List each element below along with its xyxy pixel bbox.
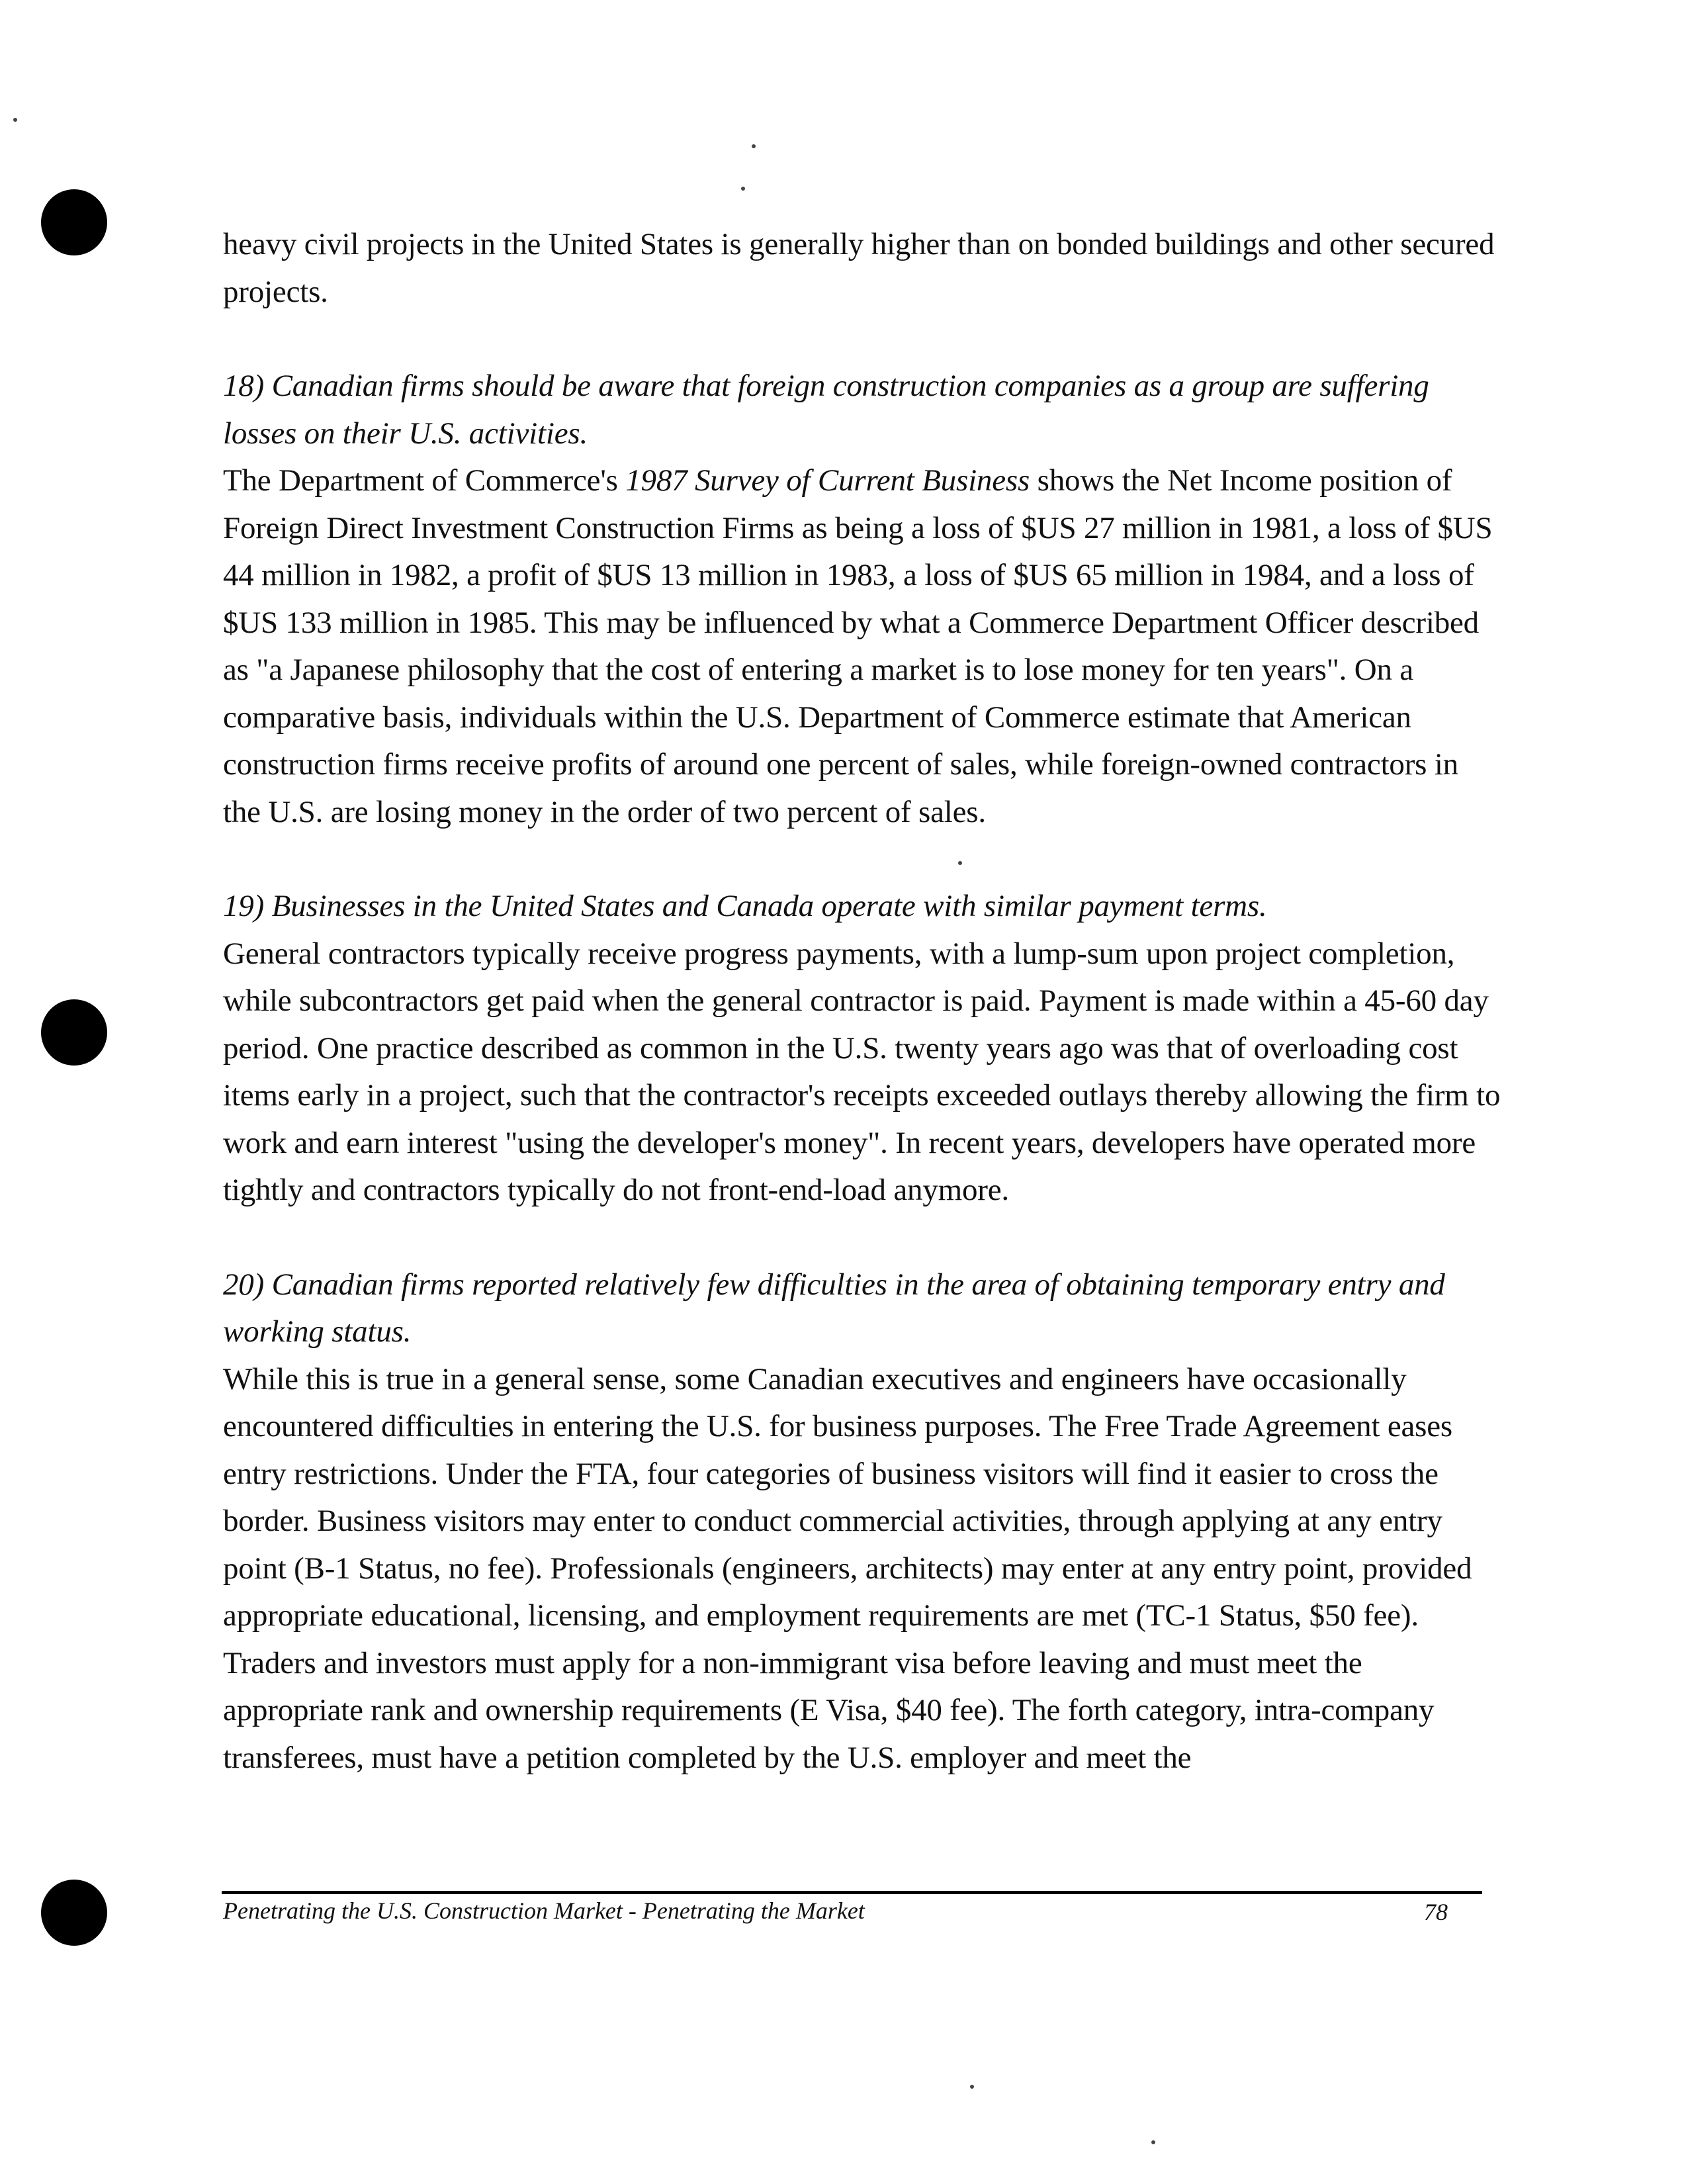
scan-speck <box>1151 2140 1155 2144</box>
body-text <box>223 221 1503 1782</box>
section-heading-19: 19) Businesses in the United States and Canada operate with similar payment terms. <box>223 889 1267 923</box>
scan-speck <box>741 187 745 191</box>
paragraph-18 <box>223 457 1503 836</box>
footer-title: Penetrating the U.S. Construction Market - Penetrating the Market <box>223 1897 865 1924</box>
punch-hole-middle <box>41 999 107 1066</box>
publication-title: 1987 Survey of Current Business <box>625 463 1030 498</box>
paragraph-19: General contractors typically receive progress payments, with a lump-sum upon project completion, while subcontractors get paid when the general contractor is paid. Payment is made within a 45-60 day period. One practice described as common in the U.S. twenty years ago was that of overloading cost items early in a project, such that the contractor's receipts exceeded outlays thereby allowing the firm to work and earn interest "using the developer's money". In recent years, developers have operated more tightly and contractors typically do not front-end-load anymore. <box>223 936 1501 1207</box>
paragraph-18-lead: The Department of Commerce's <box>223 463 626 498</box>
section-heading-20: 20) Canadian firms reported relatively few difficulties in the area of obtaining temporary entry and working status. <box>223 1267 1445 1349</box>
scan-speck <box>13 118 17 122</box>
paragraph-continuation: heavy civil projects in the United States is generally higher than on bonded buildings and other secured projects. <box>223 227 1495 309</box>
section-heading-18: 18) Canadian firms should be aware that foreign construction companies as a group are suffering losses on their U.S. activities. <box>223 369 1429 451</box>
scan-speck <box>752 144 756 148</box>
paragraph-20: While this is true in a general sense, some Canadian executives and engineers have occasionally encountered difficulties in entering the U.S. for business purposes. The Free Trade Agreement eases entry restrictions. Under the FTA, four categories of business visitors will find it easier to cross the border. Business visitors may enter to conduct commercial activities, through applying at any entry point (B-1 Status, no fee). Professionals (engineers, architects) may enter at any entry point, provided appropriate educational, licensing, and employment requirements are met (TC-1 Status, $50 fee). Traders and investors must apply for a non-immigrant visa before leaving and must meet the appropriate rank and ownership requirements (E Visa, $40 fee). The forth category, intra-company transferees, must have a petition completed by the U.S. employer and meet the <box>223 1361 1472 1775</box>
footer-rule <box>222 1891 1482 1894</box>
punch-hole-bottom <box>41 1880 107 1946</box>
paragraph-18-body: shows the Net Income position of Foreign Direct Investment Construction Firms as being a loss of $US 27 million in 1981, a loss of $US 44 million in 1982, a profit of $US 13 million in 1983, a loss of $US 65 million in 1984, and a loss of $US 133 million in 1985. This may be influenced by what a Commerce Department Officer described as "a Japanese philosophy that the cost of entering a market is to lose money for ten years". On a comparative basis, individuals within the U.S. Department of Commerce estimate that American construction firms receive profits of around one percent of sales, while foreign-owned contractors in the U.S. are losing money in the order of two percent of sales. <box>223 463 1493 829</box>
scan-speck <box>970 2085 974 2089</box>
punch-hole-top <box>41 189 107 255</box>
page-number: 78 <box>1424 1899 1448 1925</box>
